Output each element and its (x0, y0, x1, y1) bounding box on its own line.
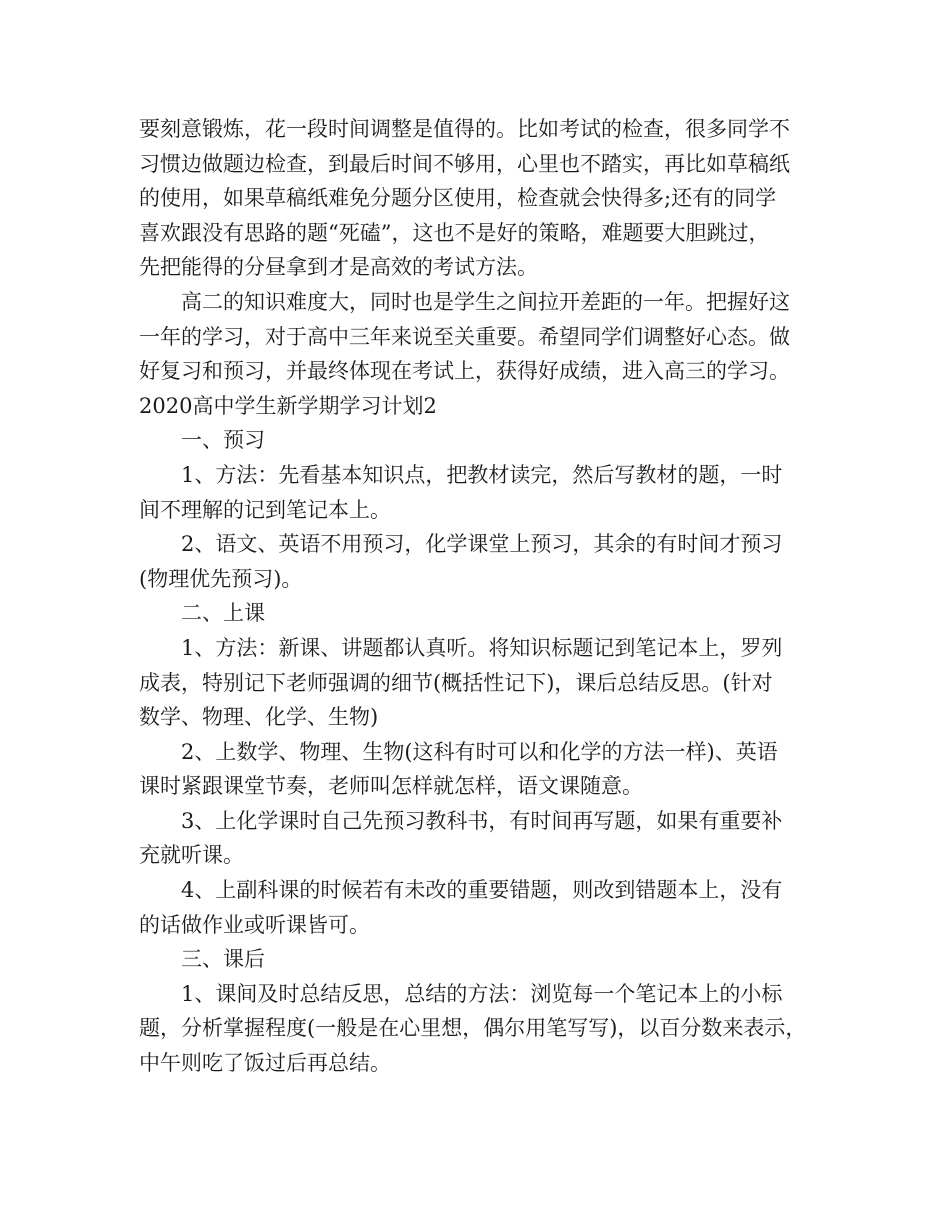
after-class-item-1-cont (139, 1011, 829, 1080)
text-line: 3、上化学课时自己先预习教科书，有时间再写题，如果有重要补 (181, 808, 783, 833)
text-line: 的使用，如果草稿纸难免分题分区使用，检查就会快得多;还有的同学 (139, 186, 777, 211)
class-item-1-cont (139, 666, 829, 735)
heading-preview (139, 423, 829, 458)
section-heading: 三、课后 (181, 947, 265, 972)
class-item-4 (139, 873, 829, 908)
section-heading: 二、上课 (181, 601, 265, 626)
plan-title: 2020高中学生新学期学习计划2 (139, 393, 437, 418)
text-line: 充就听课。 (139, 843, 244, 868)
text-line: 间不理解的记到笔记本上。 (139, 497, 391, 522)
preview-item-1 (139, 458, 829, 493)
heading-after-class (139, 942, 829, 977)
text-line: 4、上副科课的时候若有未改的重要错题，则改到错题本上，没有 (181, 878, 783, 903)
heading-class (139, 596, 829, 631)
document-body (139, 112, 829, 1081)
text-line: 课时紧跟课堂节奏，老师叫怎样就怎样，语文课随意。 (139, 774, 643, 799)
preview-item-2 (139, 527, 829, 562)
text-line: 中午则吃了饭过后再总结。 (139, 1051, 391, 1076)
text-line: 一年的学习，对于高中三年来说至关重要。希望同学们调整好心态。做 (139, 324, 790, 349)
class-item-3 (139, 804, 829, 839)
text-line: 先把能得的分昼拿到才是高效的考试方法。 (139, 255, 538, 280)
text-line: 1、课间及时总结反思，总结的方法：浏览每一个笔记本上的小标 (181, 981, 783, 1006)
text-line: 1、方法：先看基本知识点，把教材读完，然后写教材的题，一时 (181, 462, 783, 487)
text-line: 题，分析掌握程度(一般是在心里想，偶尔用笔写写)，以百分数来表示， (139, 1016, 807, 1041)
text-line: 喜欢跟没有思路的题“死磕”，这也不是好的策略，难题要大胆跳过， (139, 220, 770, 245)
paragraph-grade-two-cont (139, 320, 829, 389)
section-heading: 一、预习 (181, 428, 265, 453)
text-line: 要刻意锻炼，花一段时间调整是值得的。比如考试的检查，很多同学不 (139, 117, 790, 141)
text-line: 成表，特别记下老师强调的细节(概括性记下)，课后总结反思。(针对 (139, 670, 773, 695)
text-line: 1、方法：新课、讲题都认真听。将知识标题记到笔记本上，罗列 (181, 635, 783, 660)
paragraph-exam-tips (139, 112, 829, 285)
after-class-item-1 (139, 977, 829, 1012)
text-line: 习惯边做题边检查，到最后时间不够用，心里也不踏实，再比如草稿纸 (139, 151, 790, 176)
text-line: 的话做作业或听课皆可。 (139, 912, 370, 937)
class-item-1 (139, 631, 829, 666)
preview-item-2-cont (139, 562, 829, 597)
class-item-2 (139, 735, 829, 770)
text-line: 数学、物理、化学、生物) (139, 705, 379, 730)
class-item-4-cont (139, 908, 829, 943)
text-line: 2、上数学、物理、生物(这科有时可以和化学的方法一样)、英语 (181, 739, 778, 764)
section-title (139, 389, 829, 424)
class-item-2-cont (139, 769, 829, 804)
text-line: 高二的知识难度大，同时也是学生之间拉开差距的一年。把握好这 (181, 289, 790, 314)
text-line: (物理优先预习)。 (139, 566, 303, 591)
paragraph-grade-two (139, 285, 829, 320)
text-line: 2、语文、英语不用预习，化学课堂上预习，其余的有时间才预习 (181, 532, 783, 557)
text-line: 好复习和预习，并最终体现在考试上，获得好成绩，进入高三的学习。 (139, 359, 790, 384)
preview-item-1-cont (139, 493, 829, 528)
class-item-3-cont (139, 838, 829, 873)
